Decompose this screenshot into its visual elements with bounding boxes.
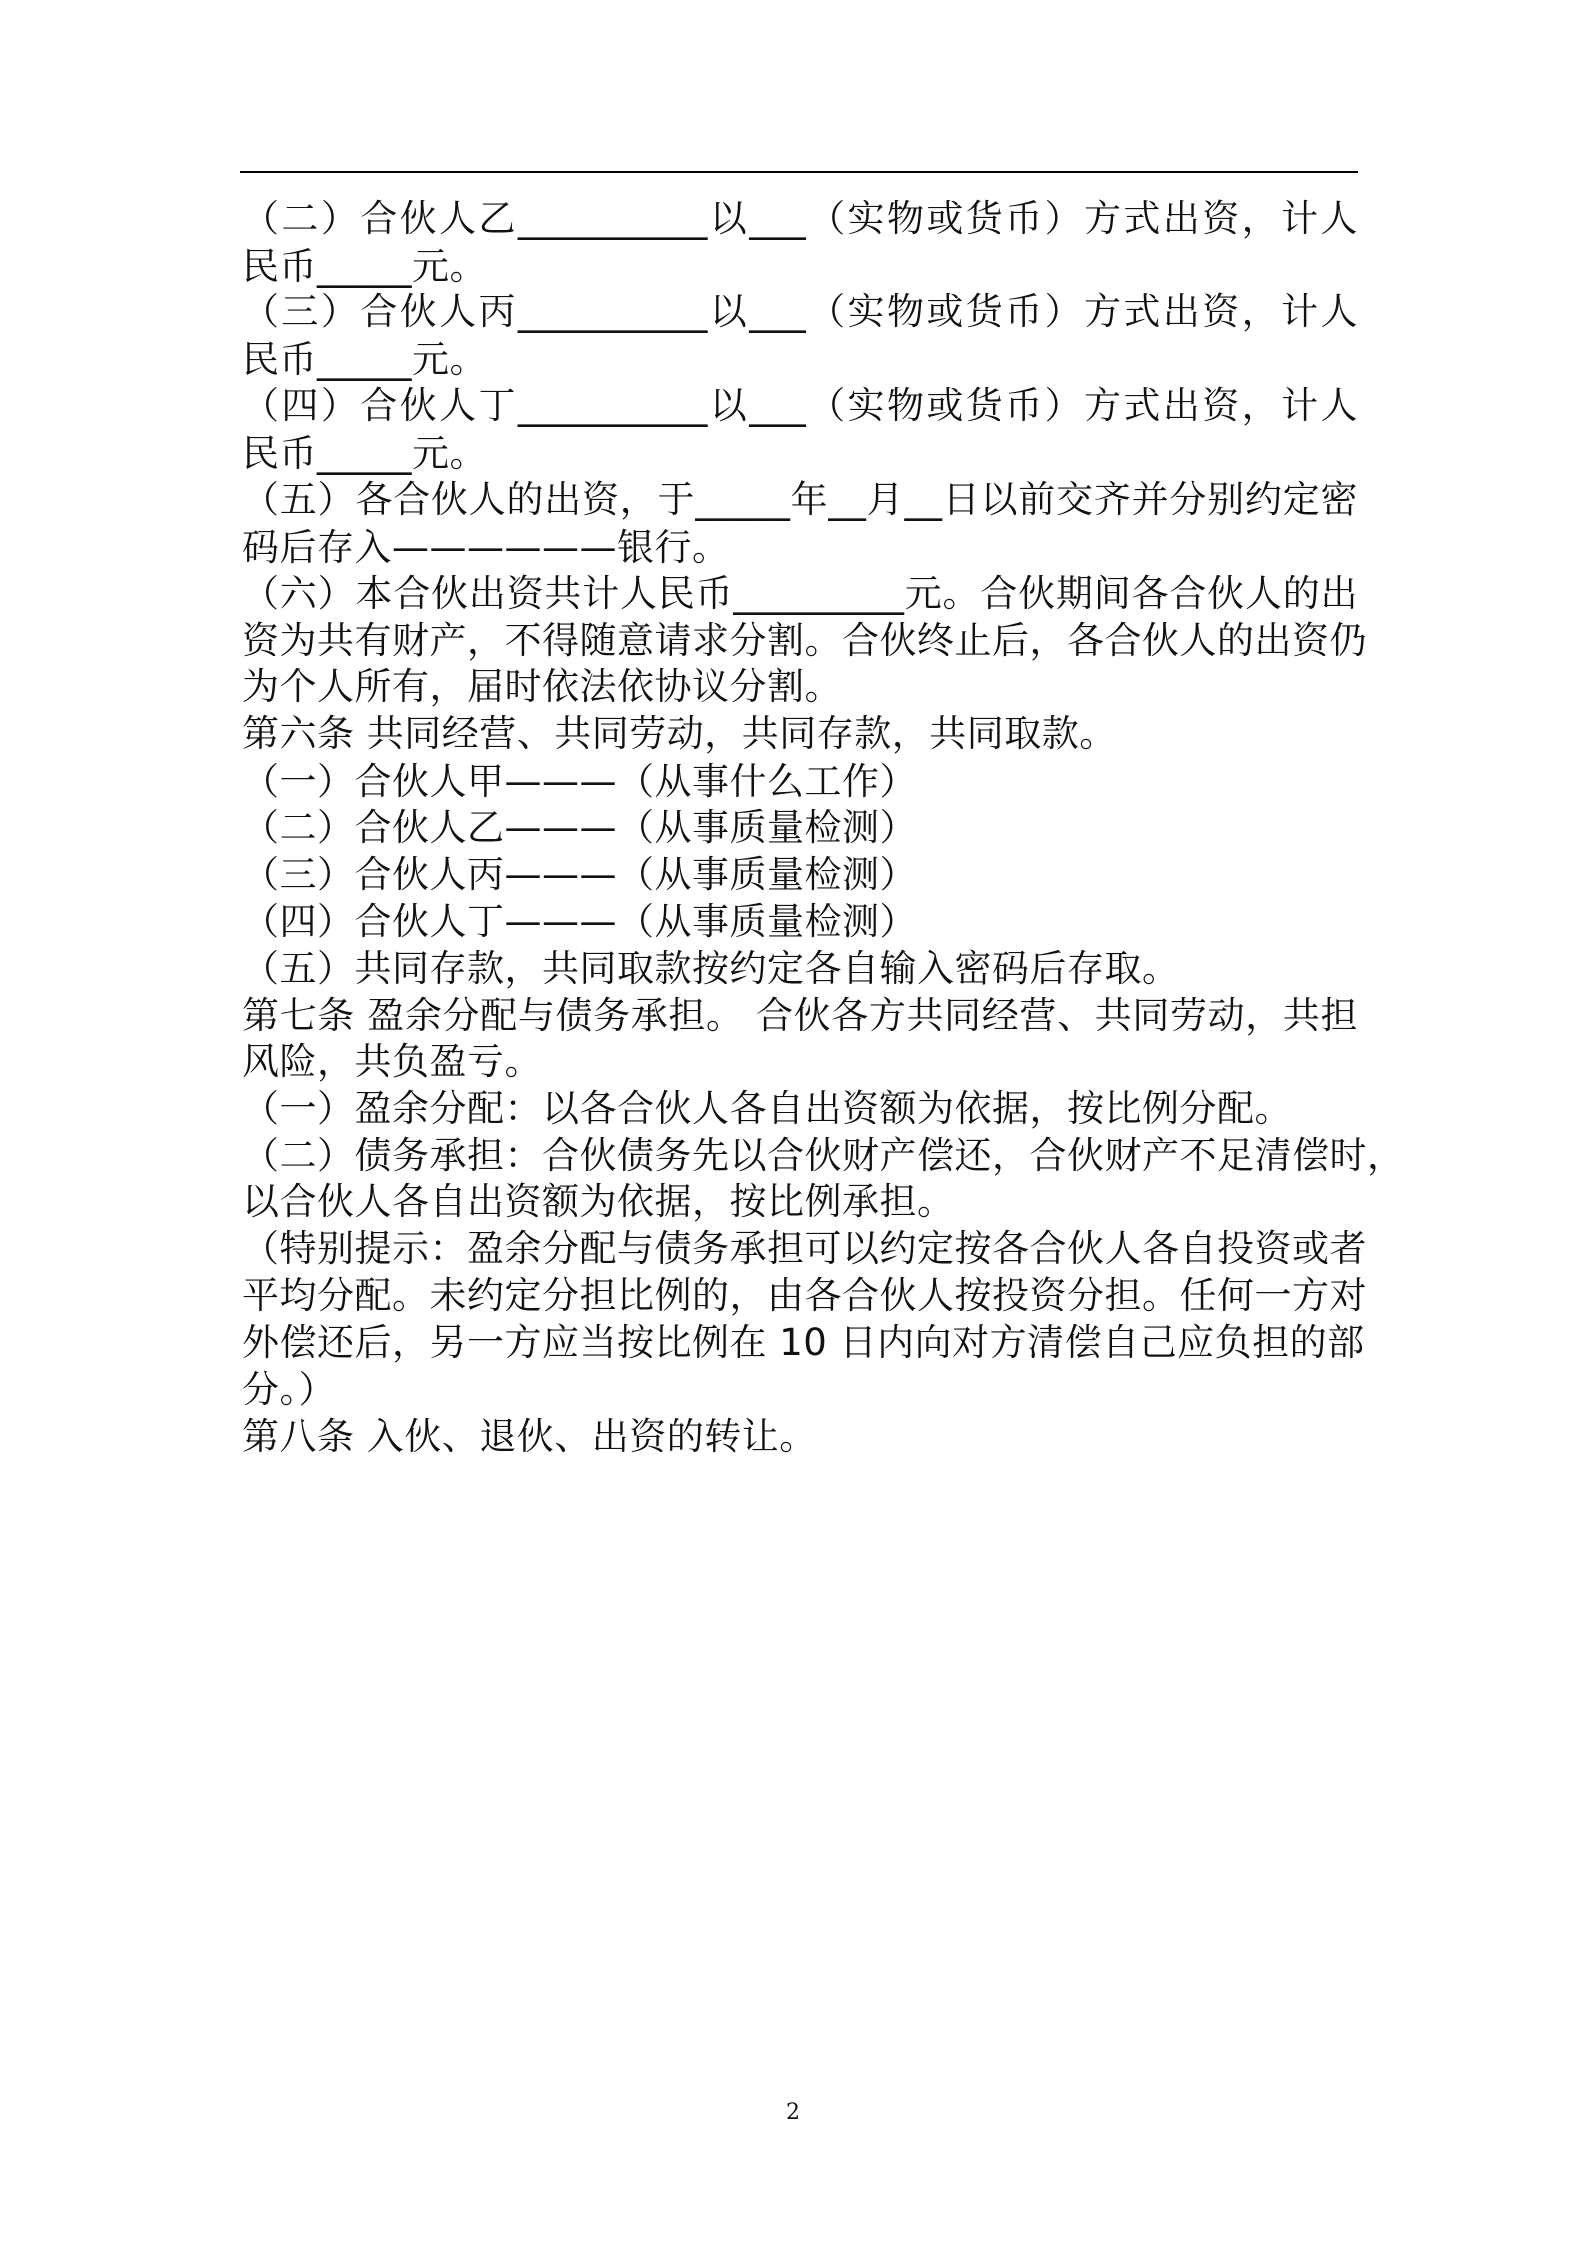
- article-six-item-4: （四）合伙人丁———（从事质量检测）: [242, 900, 917, 943]
- debt-bearing-line-1: （二）债务承担：合伙债务先以合伙财产偿还，合伙财产不足清偿时，: [242, 1134, 1405, 1177]
- article-six-heading: 第六条 共同经营、共同劳动，共同存款，共同取款。: [242, 712, 1117, 755]
- debt-bearing-line-2: 以合伙人各自出资额为依据，按比例承担。: [242, 1180, 955, 1223]
- header-rule: [240, 171, 1358, 173]
- contribution-partner-c-line-2: 民币_____元。: [242, 338, 487, 381]
- contribution-deposit-line-1: （五）各合伙人的出资，于_____年__月__日以前交齐并分别约定密: [242, 478, 1358, 521]
- article-six-item-2: （二）合伙人乙———（从事质量检测）: [242, 806, 917, 849]
- page-number: 2: [786, 2100, 800, 2125]
- total-capital-line-1: （六）本合伙出资共计人民币_________元。合伙期间各合伙人的出: [242, 572, 1358, 615]
- special-note-line-3: 外偿还后，另一方应当按比例在 10 日内向对方清偿自己应负担的部: [242, 1321, 1365, 1364]
- article-seven-heading-line-1: 第七条 盈余分配与债务承担。 合伙各方共同经营、共同劳动，共担: [242, 994, 1358, 1037]
- special-note-line-4: 分。）: [242, 1368, 336, 1411]
- contribution-partner-b-line-1: （二）合伙人乙__________以___（实物或货币）方式出资，计人: [242, 197, 1358, 240]
- article-six-item-5: （五）共同存款，共同取款按约定各自输入密码后存取。: [242, 947, 1180, 990]
- contribution-partner-c-line-1: （三）合伙人丙__________以___（实物或货币）方式出资，计人: [242, 290, 1358, 333]
- total-capital-line-3: 为个人所有，届时依法依协议分割。: [242, 665, 842, 708]
- contribution-deposit-line-2: 码后存入——————银行。: [242, 526, 730, 569]
- article-seven-heading-line-2: 风险，共负盈亏。: [242, 1040, 542, 1083]
- article-six-item-3: （三）合伙人丙———（从事质量检测）: [242, 853, 917, 896]
- special-note-line-2: 平均分配。未约定分担比例的，由各合伙人按投资分担。任何一方对: [242, 1274, 1367, 1317]
- contribution-partner-d-line-1: （四）合伙人丁__________以___（实物或货币）方式出资，计人: [242, 384, 1358, 427]
- total-capital-line-2: 资为共有财产，不得随意请求分割。合伙终止后，各合伙人的出资仍: [242, 619, 1367, 662]
- contribution-partner-d-line-2: 民币_____元。: [242, 432, 487, 475]
- special-note-line-1: （特别提示：盈余分配与债务承担可以约定按各合伙人各自投资或者: [242, 1227, 1367, 1270]
- contribution-partner-b-line-2: 民币_____元。: [242, 245, 487, 288]
- profit-distribution-line: （一）盈余分配：以各合伙人各自出资额为依据，按比例分配。: [242, 1087, 1292, 1130]
- article-eight-heading: 第八条 入伙、退伙、出资的转让。: [242, 1415, 817, 1458]
- article-six-item-1: （一）合伙人甲———（从事什么工作）: [242, 760, 917, 803]
